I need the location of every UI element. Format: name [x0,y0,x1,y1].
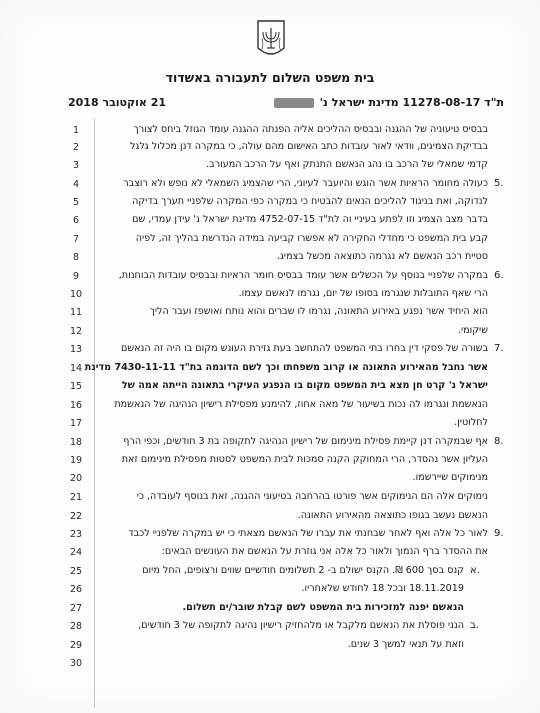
line-number: 21 [69,492,83,503]
document-line: הנאשמת ונגרמו לה נכות בשיעור של מאה אחוז, להימנע מפסילת רישיון הנהיגה של הנאשמת [114,399,488,410]
document-line: כעולה מחומר הראיות אשר הוגש והיועבר לעיוני, הרי שהצמיג השמאלי לא נופש ולא רוצבר [123,178,488,189]
line-number: 7 [72,234,80,245]
document-line: הרי שאף התובלות שנגרמו בסופו של יום, נגרמו לנאשם עצמו. [238,288,488,299]
sub-item-letter: א. [470,565,480,576]
line-number: 2 [72,142,80,153]
line-number: 6 [72,215,80,226]
state-emblem-icon [254,18,288,60]
document-line: הנאשם נעשב בגופו כתוצאה מהאירוע התאונה. [297,510,488,521]
line-number: 14 [69,363,83,374]
paragraph-number: 7. [494,343,504,354]
document-line: העליון אשר נהסדר, הרי המחוקק הקנה סמכות לבית המשפט לסטות מפסילת מינימום זאת [121,454,488,465]
line-number: 11 [69,307,83,318]
document-line: שיקומי. [457,325,488,336]
case-number-line [272,96,504,109]
decision-date: 21 אוקטובר 2018 [68,96,167,109]
line-number: 5 [72,197,80,208]
line-number: 25 [69,566,83,577]
line-number: 13 [69,344,83,355]
line-number: 12 [69,326,83,337]
document-line: הוא היחיד אשר נפגע באירוע התאונה, נגרמו לו שברים והוא נותח ואושפז ועבר הליך [149,306,488,317]
document-line: הנאשם יפנה למזכירות בית המשפט לשם קבלת שובר/ים תשלום. [182,602,464,613]
line-number: 17 [69,418,83,429]
document-line: קדמי שמאלי של הרכב בו נהג הנאשם התנתק ואף על הרכב המעורב. [206,159,488,170]
line-number: 24 [69,547,83,558]
document-line: הנני פוסלת את הנאשם מלקבל או מלהחזיק רישיון נהיגה לתקופה של 3 חודשים, [138,620,464,631]
line-number: 18 [69,437,83,448]
document-line: אף שבמקרה דנן קיימת פסילת מינימום של רישיון הנהיגה לתקופה בת 3 חודשים, וכפי הרף [123,436,488,447]
document-line: מנימוקים שיירשמו. [412,472,488,483]
document-line: אשר נחבל מהאירוע התאונה או קרוב משפחתו וכך לשם הדוגמה בת"ד 7430-11-11 מדינת [84,362,488,373]
line-number: 26 [69,584,83,595]
document-line: נימוקים אלה הם הנימוקים אשר פורטו בהרחבה בטיעוני ההגנה, זאת בנוסף לעובדה, כי [136,491,488,502]
line-number: 10 [69,289,83,300]
line-number: 3 [72,160,80,171]
line-number: 16 [69,400,83,411]
document-line: בבדיקת הצמיגים, וודאי לאור עובדות כתב האישום מהם עולה, כי במקרה דנן מכלול גלגל [129,141,488,152]
document-line: קנס בסך 600 ₪. הקנס ישולם ב- 2 תשלומים חודשיים שווים ורצופים, החל מיום [142,565,464,576]
line-number: 1 [72,125,80,136]
document-line: 18.11.2019 ובכל 18 לחודש שלאחריו. [301,583,464,594]
document-line: סטיית רכב הנאשם לא נגרמה כתוצאה מכשל בצמיג. [276,251,488,262]
line-number: 22 [69,511,83,522]
sub-item-letter: ב. [470,620,479,631]
document-line: בבסיס טיעוניה של ההגנה ובבסיס ההליכים אליה הפנתה ההגנה עומד הגוזל ביחס לצורך [133,124,488,135]
document-line: בדבר מצב הצמיג וזו לפתע בעיניי וה לת"ד 4752-07-15 מדינת ישראל נ' עידן עמדי, שם [132,214,488,225]
line-number: 29 [69,640,83,651]
document-line: ישראל נ' קרט חן מצא בית המשפט מקום בו הנפגע העיקרי בתאונה הייתה אמה של [121,380,488,391]
line-number: 23 [69,529,83,540]
paragraph-number: 6. [494,270,504,281]
paragraph-number: 9. [494,528,504,539]
document-line: לאור כל אלה ואף לאחר שבחנתי את עברו של הנאשם מצאתי כי יש במקרה שלפניי לכבד [128,528,488,539]
margin-rule [94,118,95,708]
paragraph-number: 8. [494,436,504,447]
document-line: במקרה שלפניי בנוסף על הכשלים אשר עומד בבסיס חומר הראיות ובבסיס עובדות הבוחנות, [118,270,488,281]
document-line: וזאת על תנאי למשך 3 שנים. [347,639,464,650]
line-number: 4 [72,179,80,190]
line-number: 15 [69,381,83,392]
line-number: 30 [69,658,83,669]
document-line: את ההסדר ברף הנמוך ולאור כל אלה אני גוזרת על הנאשם את העונשים הבאים: [161,546,488,557]
line-number: 20 [69,473,83,484]
document-line: לחלוטין. [454,417,488,428]
line-number: 28 [69,621,83,632]
document-line: בשורה של פסקי דין בחרו בתי המשפט להתחשב בעת גזירת העונש מקום בו היה זה הנאשם [120,343,488,354]
paragraph-number: 5. [494,178,504,189]
document-line: לנדוקה, ואת בניגוד להליכים הנאים להבטיח כי במקרה כפי המקרה שלפניי תערך בדיקה [132,196,488,207]
line-number: 9 [72,271,80,282]
case-number: ת"ד 11278-08-17 מדינת ישראל נ' [319,96,504,109]
line-number: 19 [69,455,83,466]
redacted-name [274,98,314,108]
document-line: קבע בית המשפט כי מחדלי החקירה לא אפשרו קביעה במידה הנדרשת בהליך זה, לפיה [135,233,488,244]
line-number: 8 [72,252,80,263]
line-number: 27 [69,603,83,614]
court-title: בית משפט השלום לתעבורה באשדוד [165,70,375,85]
